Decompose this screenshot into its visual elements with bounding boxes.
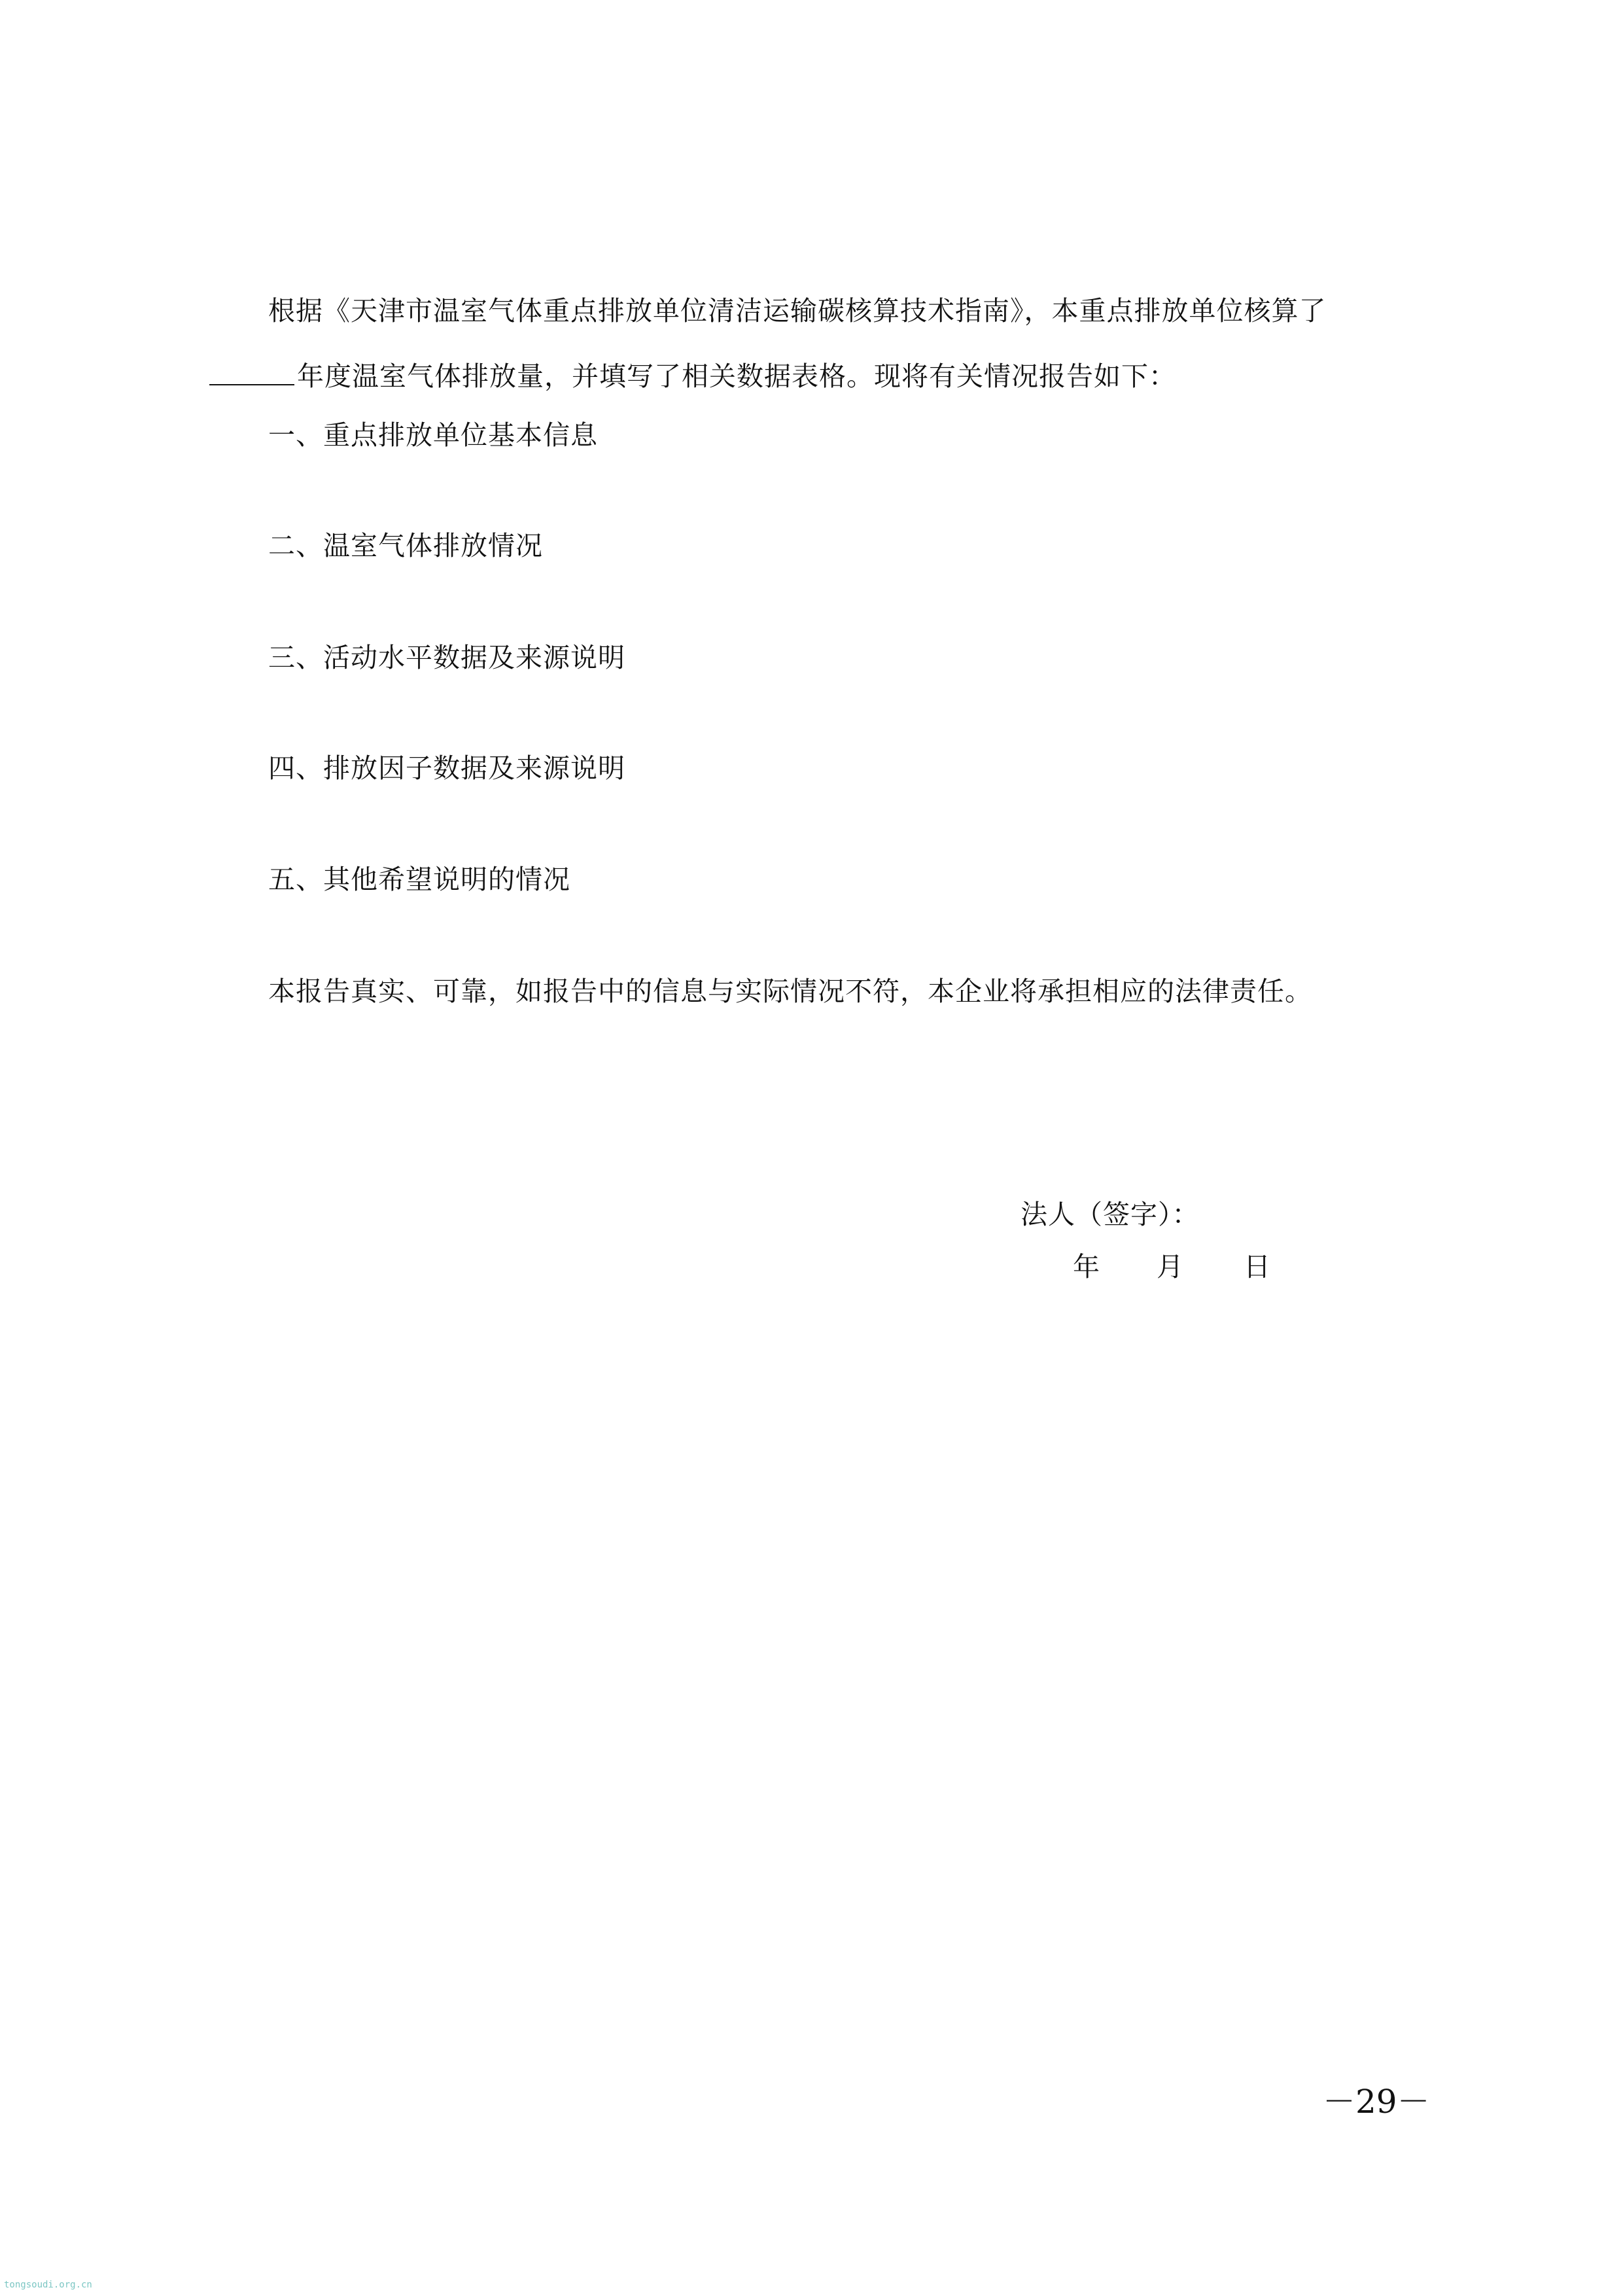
section-heading-3: 三、活动水平数据及来源说明 (268, 642, 625, 673)
date-day: 日 (1244, 1251, 1271, 1282)
intro-line-2-text: 年度温室气体排放量，并填写了相关数据表格。现将有关情况报告如下： (297, 361, 1176, 392)
date-year: 年 (1073, 1251, 1100, 1282)
year-blank (209, 358, 294, 385)
signature-label: 法人（签字）： (1021, 1199, 1200, 1230)
page-number: －29－ (1323, 2083, 1430, 2121)
section-heading-5: 五、其他希望说明的情况 (268, 864, 570, 895)
site-watermark: tongsoudi.org.cn (4, 2280, 92, 2290)
intro-line-2 (209, 358, 1176, 395)
date-month: 月 (1157, 1251, 1184, 1282)
section-heading-2: 二、温室气体排放情况 (268, 530, 543, 561)
declaration: 本报告真实、可靠，如报告中的信息与实际情况不符，本企业将承担相应的法律责任。 (268, 976, 1312, 1007)
signature-date (1073, 1248, 1271, 1285)
intro-line-1: 根据《天津市温室气体重点排放单位清洁运输碳核算技术指南》，本重点排放单位核算了 (268, 295, 1327, 327)
section-heading-4: 四、排放因子数据及来源说明 (268, 752, 625, 784)
section-heading-1: 一、重点排放单位基本信息 (268, 419, 598, 451)
